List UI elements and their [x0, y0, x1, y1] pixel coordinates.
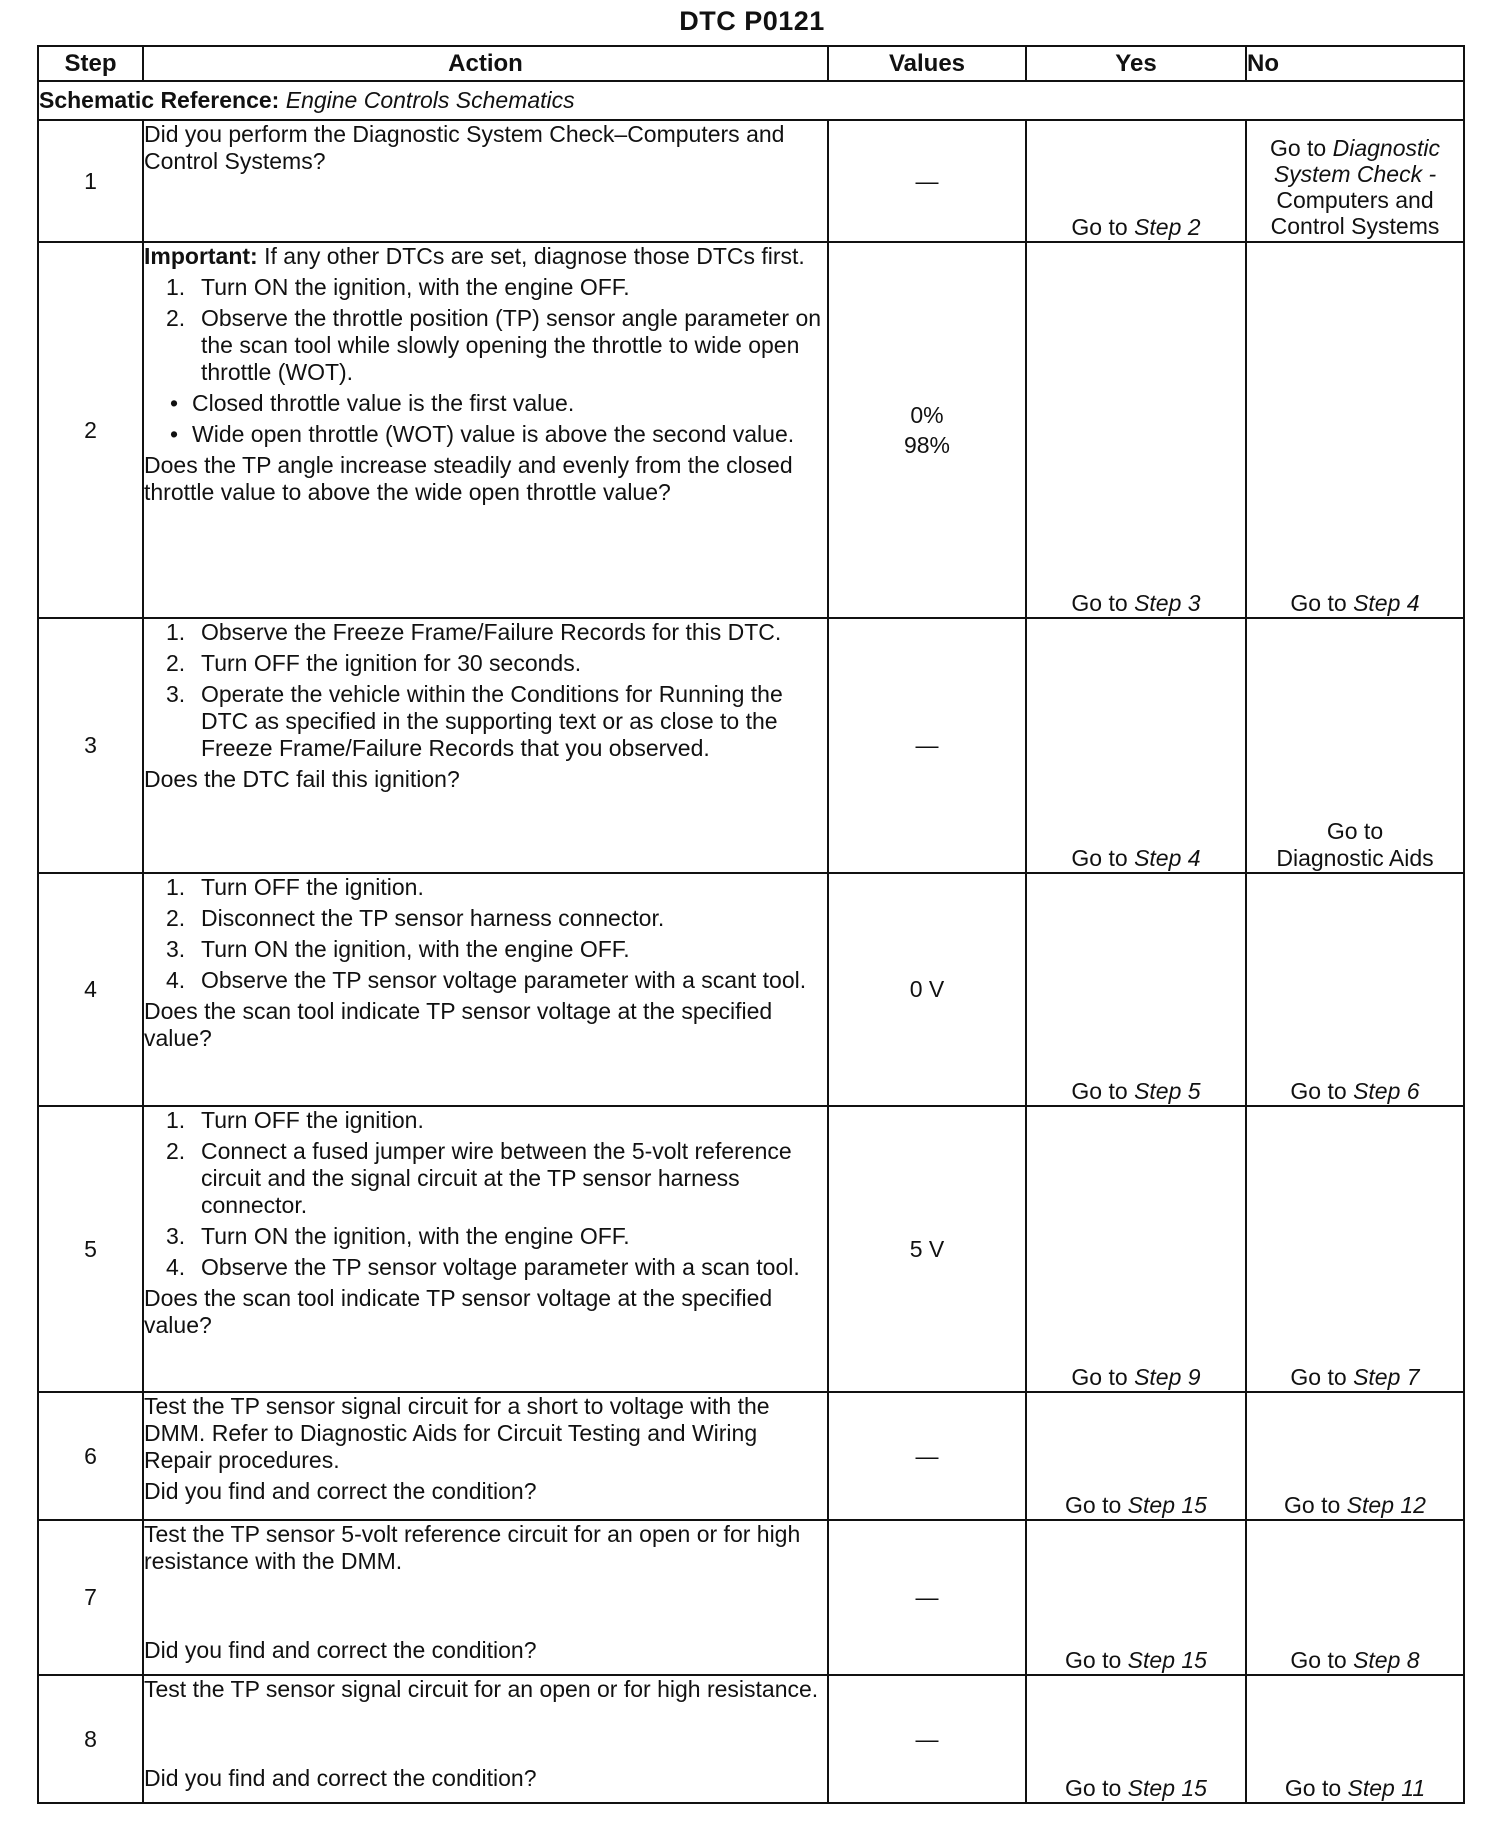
no-step-link[interactable]: Step 4: [1353, 590, 1420, 616]
schematic-reference-row: [38, 81, 1464, 120]
yes-step-link[interactable]: Step 5: [1134, 1078, 1201, 1104]
yes-step-link[interactable]: Step 9: [1134, 1364, 1201, 1390]
question-text: Did you find and correct the condition?: [144, 1478, 537, 1504]
yes-prefix: Go to: [1065, 1647, 1128, 1673]
no-prefix: Go to: [1284, 1492, 1347, 1518]
list-item-text: Observe the throttle position (TP) sensor angle parameter on the scan tool while slowly opening the throttle to wide open throttle (WOT).: [201, 305, 822, 385]
procedure-list: [144, 619, 827, 762]
step-number: 8: [38, 1675, 143, 1803]
action-cell: [143, 618, 828, 873]
step-number: 7: [38, 1520, 143, 1675]
page-title: DTC P0121: [679, 6, 825, 36]
list-item: 3. Operate the vehicle within the Conditions for Running the DTC as specified in the supporting text or as close to the Freeze Frame/Failure Records that you observed.: [166, 681, 783, 761]
question-text: Does the DTC fail this ignition?: [144, 766, 460, 792]
no-prefix: Go to: [1326, 818, 1384, 844]
table-row: [38, 618, 1464, 873]
value-cell: 0 V: [828, 873, 1026, 1106]
step-number: 1: [38, 120, 143, 242]
yes-prefix: Go to: [1071, 590, 1135, 616]
procedure-list: [144, 274, 827, 386]
value-cell: —: [828, 1392, 1026, 1520]
yes-prefix: Go to: [1071, 214, 1135, 240]
yes-step-link[interactable]: Step 2: [1134, 214, 1201, 240]
no-step-link[interactable]: Diagnostic System Check -: [1273, 135, 1441, 187]
no-prefix: Go to: [1269, 135, 1333, 161]
yes-step-link[interactable]: Step 4: [1134, 845, 1201, 871]
action-text: Test the TP sensor signal circuit for an open or for high resistance.: [144, 1676, 819, 1702]
table-row: [38, 1392, 1464, 1520]
no-cell[interactable]: [1246, 873, 1464, 1106]
action-text: Test the TP sensor signal circuit for a short to voltage with the DMM. Refer to Diagnostic Aids for Circuit Testing and Wiring Repair procedures.: [144, 1393, 770, 1473]
procedure-list: [144, 874, 827, 994]
table-row: [38, 1520, 1464, 1675]
list-item: 3. Turn ON the ignition, with the engine OFF.: [166, 1223, 630, 1249]
value-wot: 98%: [903, 432, 951, 458]
no-cell[interactable]: [1246, 1392, 1464, 1520]
no-step-link[interactable]: Step 12: [1346, 1492, 1426, 1518]
no-cell[interactable]: [1246, 618, 1464, 873]
no-step-link[interactable]: Step 6: [1353, 1078, 1420, 1104]
action-cell: [143, 1392, 828, 1520]
list-item: 2. Observe the throttle position (TP) sensor angle parameter on the scan tool while slowly opening the throttle to wide open throttle (WOT).: [166, 305, 822, 385]
no-cell[interactable]: [1246, 120, 1464, 242]
action-cell: [143, 873, 828, 1106]
yes-prefix: Go to: [1071, 1078, 1135, 1104]
schematic-link[interactable]: Engine Controls Schematics: [285, 87, 575, 113]
step-number: 2: [38, 242, 143, 618]
list-item: 4. Observe the TP sensor voltage parameter with a scan tool.: [166, 1254, 800, 1280]
value-cell: 5 V: [828, 1106, 1026, 1392]
action-cell: [143, 1106, 828, 1392]
list-item-text: Disconnect the TP sensor harness connector.: [201, 905, 665, 931]
list-item: 1. Turn OFF the ignition.: [166, 1107, 424, 1133]
value-cell: —: [828, 1675, 1026, 1803]
important-label: Important:: [144, 243, 258, 269]
important-text: If any other DTCs are set, diagnose those DTCs first.: [257, 243, 805, 269]
value-cell: —: [828, 120, 1026, 242]
list-item-text: Turn OFF the ignition.: [201, 874, 424, 900]
table-row: [38, 1675, 1464, 1803]
no-step-link[interactable]: Step 11: [1347, 1775, 1426, 1801]
list-item: 2. Disconnect the TP sensor harness connector.: [166, 905, 665, 931]
action-text: Did you perform the Diagnostic System Check–Computers and Control Systems?: [144, 121, 785, 174]
step-number: 4: [38, 873, 143, 1106]
yes-step-link[interactable]: Step 15: [1127, 1492, 1207, 1518]
question-text: Does the scan tool indicate TP sensor voltage at the specified value?: [144, 998, 773, 1051]
list-item-text: Observe the TP sensor voltage parameter with a scant tool.: [201, 967, 807, 993]
procedure-list: [144, 1107, 827, 1281]
value-cell: —: [828, 1520, 1026, 1675]
step-number: 5: [38, 1106, 143, 1392]
value-cell: [828, 242, 1026, 618]
value-closed: 0%: [910, 402, 944, 428]
header-action: Action: [143, 46, 828, 81]
yes-cell[interactable]: [1026, 242, 1246, 618]
important-note: [144, 243, 827, 270]
list-item: 3. Turn ON the ignition, with the engine OFF.: [166, 936, 630, 962]
action-cell: [143, 1520, 828, 1675]
list-item-text: Turn OFF the ignition for 30 seconds.: [201, 650, 582, 676]
question-text: Did you find and correct the condition?: [144, 1765, 537, 1791]
header-values: Values: [828, 46, 1026, 81]
table-row: [38, 120, 1464, 242]
table-row: [38, 242, 1464, 618]
header-step: Step: [38, 46, 143, 81]
table-row: [38, 873, 1464, 1106]
no-step-link[interactable]: Step 8: [1353, 1647, 1420, 1673]
step-number: 3: [38, 618, 143, 873]
no-prefix: Go to: [1290, 1364, 1354, 1390]
no-cell[interactable]: [1246, 1106, 1464, 1392]
yes-prefix: Go to: [1071, 1364, 1135, 1390]
no-prefix: Go to: [1290, 590, 1354, 616]
yes-cell[interactable]: [1026, 1392, 1246, 1520]
no-cell[interactable]: [1246, 242, 1464, 618]
yes-prefix: Go to: [1071, 845, 1135, 871]
question-text: Does the scan tool indicate TP sensor voltage at the specified value?: [144, 1285, 773, 1338]
schematic-reference: [38, 81, 1464, 120]
no-cell[interactable]: [1246, 1675, 1464, 1803]
yes-step-link[interactable]: Step 15: [1127, 1647, 1207, 1673]
list-item-text: Operate the vehicle within the Conditions for Running the DTC as specified in the supporting text or as close to the Freeze Frame/Failure Records that you observed.: [201, 681, 783, 761]
yes-cell[interactable]: [1026, 1675, 1246, 1803]
no-prefix: Go to: [1290, 1078, 1354, 1104]
no-prefix: Go to: [1284, 1775, 1348, 1801]
no-diagnostic-aids-link[interactable]: Diagnostic Aids: [1276, 845, 1434, 871]
value-cell: —: [828, 618, 1026, 873]
yes-step-link[interactable]: Step 3: [1134, 590, 1201, 616]
step-number: 6: [38, 1392, 143, 1520]
no-step-link[interactable]: Step 7: [1353, 1364, 1420, 1390]
yes-prefix: Go to: [1065, 1775, 1128, 1801]
yes-cell[interactable]: [1026, 618, 1246, 873]
list-item-text: Observe the Freeze Frame/Failure Records for this DTC.: [201, 619, 782, 645]
list-item-text: Turn ON the ignition, with the engine OFF.: [201, 274, 630, 300]
yes-cell[interactable]: [1026, 1106, 1246, 1392]
question-text: Did you find and correct the condition?: [144, 1637, 537, 1663]
bullet-list: [144, 390, 827, 448]
list-item-text: Observe the TP sensor voltage parameter with a scan tool.: [201, 1254, 800, 1280]
question-text: Does the TP angle increase steadily and evenly from the closed throttle value to above the wide open throttle value?: [144, 452, 793, 505]
yes-cell[interactable]: [1026, 120, 1246, 242]
bullet-item: • Wide open throttle (WOT) value is above the second value.: [144, 421, 827, 448]
list-item-text: Turn OFF the ignition.: [201, 1107, 424, 1133]
list-item: 1. Turn OFF the ignition.: [166, 874, 424, 900]
header-no: No: [1246, 46, 1464, 81]
list-item-text: Turn ON the ignition, with the engine OFF.: [201, 1223, 630, 1249]
no-suffix: Computers and Control Systems: [1270, 187, 1440, 239]
action-cell: [143, 1675, 828, 1803]
list-item: 4. Observe the TP sensor voltage parameter with a scant tool.: [166, 967, 807, 993]
schematic-label: Schematic Reference:: [39, 87, 280, 113]
diagnostic-table: [37, 45, 1465, 1804]
no-cell[interactable]: [1246, 1520, 1464, 1675]
list-item: 1. Turn ON the ignition, with the engine OFF.: [166, 274, 630, 300]
yes-prefix: Go to: [1065, 1492, 1128, 1518]
list-item-text: Turn ON the ignition, with the engine OFF.: [201, 936, 630, 962]
table-header-row: [38, 46, 1464, 81]
action-cell: [143, 120, 828, 242]
yes-cell[interactable]: [1026, 873, 1246, 1106]
list-item: 2. Turn OFF the ignition for 30 seconds.: [166, 650, 582, 676]
yes-step-link[interactable]: Step 15: [1127, 1775, 1207, 1801]
header-yes: Yes: [1026, 46, 1246, 81]
action-cell: [143, 242, 828, 618]
action-text: Test the TP sensor 5-volt reference circuit for an open or for high resistance with the DMM.: [144, 1521, 801, 1574]
list-item: 1. Observe the Freeze Frame/Failure Records for this DTC.: [166, 619, 782, 645]
list-item-text: Connect a fused jumper wire between the 5-volt reference circuit and the signal circuit at the TP sensor harness connector.: [201, 1138, 792, 1218]
no-prefix: Go to: [1290, 1647, 1354, 1673]
bullet-item: • Closed throttle value is the first value.: [144, 390, 827, 417]
list-item: 2. Connect a fused jumper wire between the 5-volt reference circuit and the signal circuit at the TP sensor harness connector.: [166, 1138, 792, 1218]
table-row: [38, 1106, 1464, 1392]
yes-cell[interactable]: [1026, 1520, 1246, 1675]
